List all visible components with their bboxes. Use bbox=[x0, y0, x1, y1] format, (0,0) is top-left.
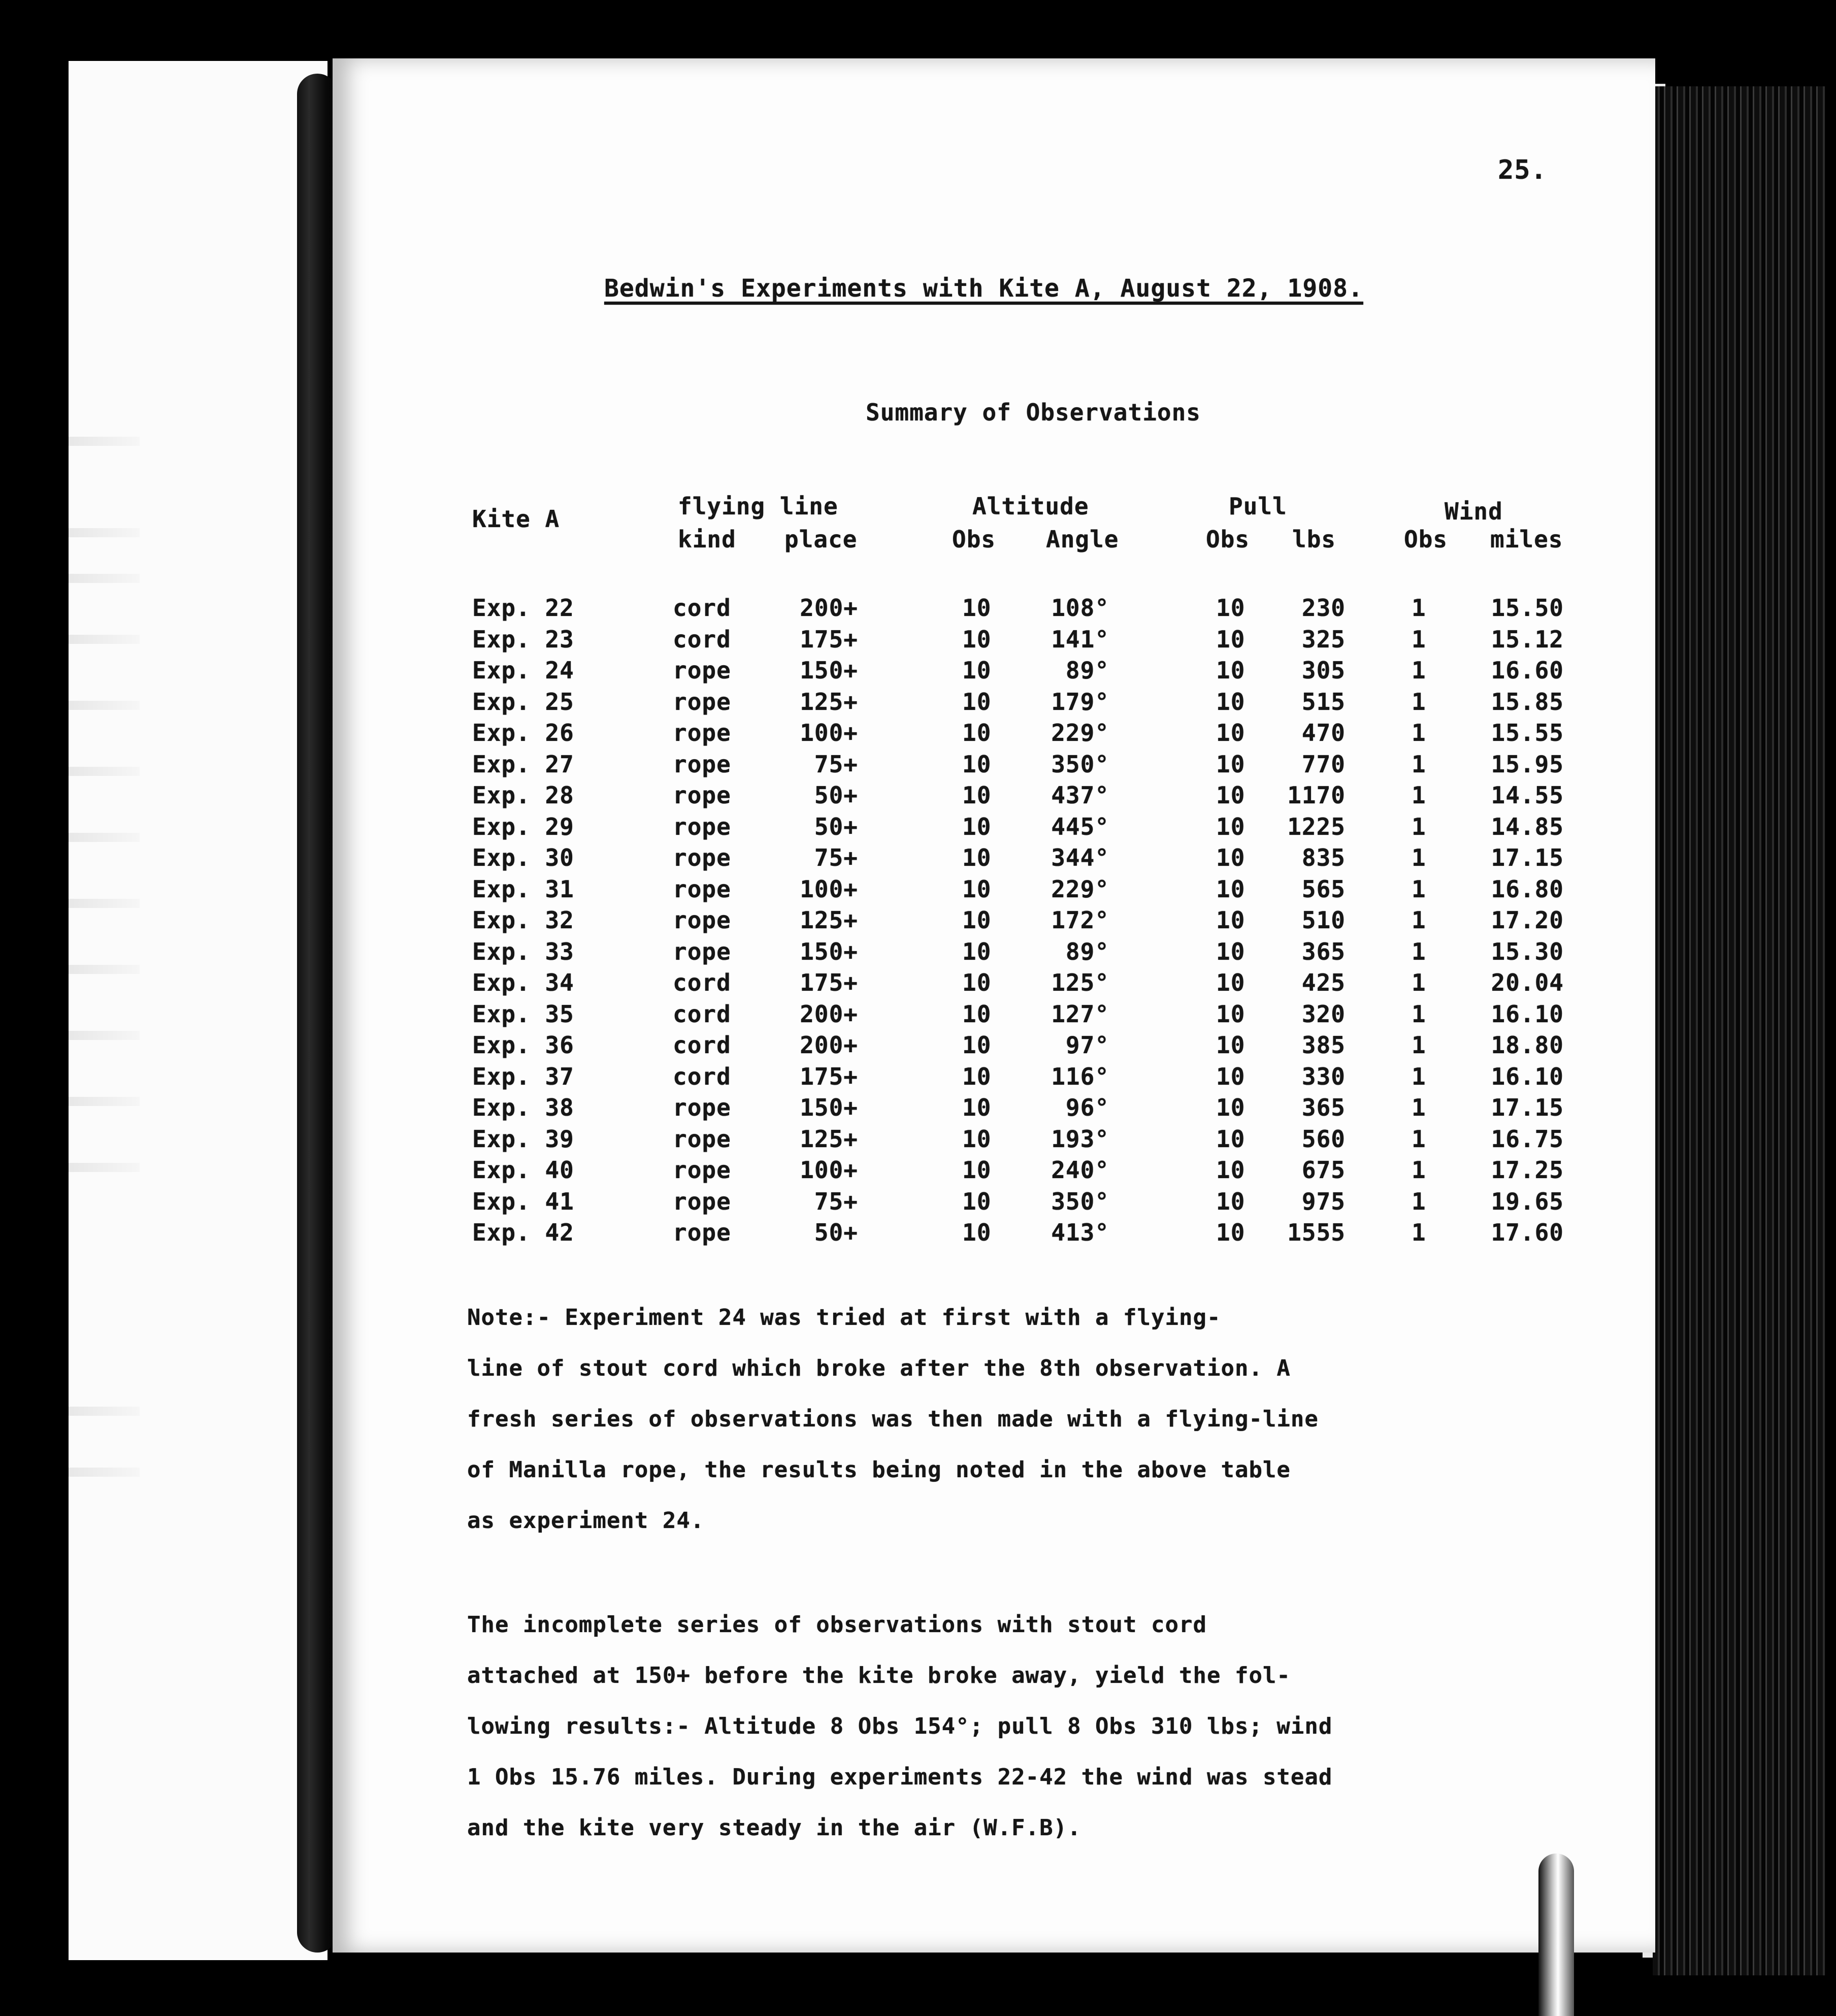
cell-lbs: 325 bbox=[1301, 625, 1346, 653]
cell-kind: rope bbox=[673, 1125, 731, 1153]
cell-kind: cord bbox=[673, 969, 731, 996]
cell-angle: 240° bbox=[1051, 1156, 1109, 1184]
cell-kind: rope bbox=[673, 719, 731, 746]
cell-wind-obs: 1 bbox=[1412, 625, 1426, 653]
paragraph-line: 1 Obs 15.76 miles. During experiments 22-42 the wind was stead bbox=[467, 1764, 1333, 1790]
cell-altitude-obs: 10 bbox=[962, 625, 992, 653]
cell-pull-obs: 10 bbox=[1216, 1000, 1245, 1028]
cell-miles: 17.15 bbox=[1491, 844, 1564, 871]
table-row bbox=[0, 657, 1836, 688]
cell-pull-obs: 10 bbox=[1216, 1125, 1245, 1153]
cell-wind-obs: 1 bbox=[1412, 594, 1426, 622]
cell-experiment: Exp. 25 bbox=[472, 688, 574, 716]
cell-pull-obs: 10 bbox=[1216, 1156, 1245, 1184]
cell-angle: 413° bbox=[1051, 1219, 1109, 1246]
cell-lbs: 230 bbox=[1301, 594, 1346, 622]
cell-kind: rope bbox=[673, 875, 731, 903]
cell-lbs: 675 bbox=[1301, 1156, 1346, 1184]
cell-experiment: Exp. 24 bbox=[472, 657, 574, 684]
cell-lbs: 330 bbox=[1301, 1062, 1346, 1090]
cell-experiment: Exp. 33 bbox=[472, 937, 574, 965]
cell-angle: 116° bbox=[1051, 1062, 1109, 1090]
cell-angle: 96° bbox=[1065, 1094, 1109, 1121]
cell-pull-obs: 10 bbox=[1216, 782, 1245, 809]
cell-wind-obs: 1 bbox=[1412, 812, 1426, 840]
cell-place: 175+ bbox=[800, 1062, 858, 1090]
cell-angle: 193° bbox=[1051, 1125, 1109, 1153]
cell-kind: rope bbox=[673, 657, 731, 684]
header-altitude: Altitude bbox=[972, 493, 1089, 520]
cell-experiment: Exp. 36 bbox=[472, 1031, 574, 1059]
table-row bbox=[0, 1156, 1836, 1187]
paragraph-line: lowing results:- Altitude 8 Obs 154°; pull 8 Obs 310 lbs; wind bbox=[467, 1713, 1333, 1739]
table-row bbox=[0, 844, 1836, 875]
cell-pull-obs: 10 bbox=[1216, 1219, 1245, 1246]
cell-kind: rope bbox=[673, 1156, 731, 1184]
cell-angle: 127° bbox=[1051, 1000, 1109, 1028]
cell-experiment: Exp. 38 bbox=[472, 1094, 574, 1121]
cell-lbs: 305 bbox=[1301, 657, 1346, 684]
cell-wind-obs: 1 bbox=[1412, 1062, 1426, 1090]
cell-wind-obs: 1 bbox=[1412, 657, 1426, 684]
cell-lbs: 1225 bbox=[1287, 812, 1346, 840]
cell-angle: 97° bbox=[1065, 1031, 1109, 1059]
table-row bbox=[0, 906, 1836, 937]
cell-wind-obs: 1 bbox=[1412, 875, 1426, 903]
cell-place: 200+ bbox=[800, 1000, 858, 1028]
table-row bbox=[0, 594, 1836, 625]
paragraph-line: line of stout cord which broke after the 8th observation. A bbox=[467, 1355, 1291, 1381]
cell-altitude-obs: 10 bbox=[962, 1156, 992, 1184]
cell-miles: 15.85 bbox=[1491, 688, 1564, 716]
cell-experiment: Exp. 27 bbox=[472, 750, 574, 778]
cell-place: 150+ bbox=[800, 1094, 858, 1121]
cell-kind: rope bbox=[673, 1219, 731, 1246]
cell-wind-obs: 1 bbox=[1412, 1156, 1426, 1184]
table-row bbox=[0, 1188, 1836, 1219]
cell-kind: rope bbox=[673, 937, 731, 965]
cell-wind-obs: 1 bbox=[1412, 969, 1426, 996]
table-row bbox=[0, 813, 1836, 844]
cell-angle: 89° bbox=[1065, 657, 1109, 684]
cell-altitude-obs: 10 bbox=[962, 782, 992, 809]
cell-lbs: 975 bbox=[1301, 1187, 1346, 1215]
bleed-through-mark bbox=[69, 1407, 140, 1416]
table-row bbox=[0, 938, 1836, 969]
table-row bbox=[0, 1125, 1836, 1156]
table-row bbox=[0, 688, 1836, 719]
cell-altitude-obs: 10 bbox=[962, 844, 992, 871]
cell-miles: 16.10 bbox=[1491, 1000, 1564, 1028]
cell-kind: rope bbox=[673, 906, 731, 934]
cell-experiment: Exp. 31 bbox=[472, 875, 574, 903]
table-row bbox=[0, 969, 1836, 1000]
header-flying-line: flying line bbox=[678, 493, 838, 520]
cell-angle: 172° bbox=[1051, 906, 1109, 934]
cell-miles: 19.65 bbox=[1491, 1187, 1564, 1215]
paragraph-line: fresh series of observations was then made with a flying-line bbox=[467, 1406, 1319, 1432]
cell-angle: 344° bbox=[1051, 844, 1109, 871]
cell-miles: 15.95 bbox=[1491, 750, 1564, 778]
cell-kind: cord bbox=[673, 594, 731, 622]
cell-wind-obs: 1 bbox=[1412, 782, 1426, 809]
cell-place: 50+ bbox=[814, 782, 858, 809]
cell-place: 200+ bbox=[800, 1031, 858, 1059]
cell-altitude-obs: 10 bbox=[962, 969, 992, 996]
bleed-through-mark bbox=[69, 528, 140, 537]
cell-pull-obs: 10 bbox=[1216, 969, 1245, 996]
cell-lbs: 1555 bbox=[1287, 1219, 1346, 1246]
header-kind: kind bbox=[678, 526, 736, 553]
document-title: Bedwin's Experiments with Kite A, August 22, 1908. bbox=[604, 274, 1363, 303]
cell-lbs: 835 bbox=[1301, 844, 1346, 871]
cell-miles: 14.85 bbox=[1491, 812, 1564, 840]
cell-pull-obs: 10 bbox=[1216, 1031, 1245, 1059]
bleed-through-mark bbox=[69, 1468, 140, 1477]
cell-place: 125+ bbox=[800, 1125, 858, 1153]
cell-place: 75+ bbox=[814, 750, 858, 778]
paragraph-line: as experiment 24. bbox=[467, 1508, 705, 1534]
cell-altitude-obs: 10 bbox=[962, 1187, 992, 1215]
cell-place: 100+ bbox=[800, 875, 858, 903]
cell-altitude-obs: 10 bbox=[962, 750, 992, 778]
table-row bbox=[0, 626, 1836, 657]
cell-angle: 350° bbox=[1051, 1187, 1109, 1215]
cell-kind: cord bbox=[673, 1062, 731, 1090]
cell-experiment: Exp. 30 bbox=[472, 844, 574, 871]
cell-wind-obs: 1 bbox=[1412, 719, 1426, 746]
cell-lbs: 1170 bbox=[1287, 782, 1346, 809]
cell-experiment: Exp. 37 bbox=[472, 1062, 574, 1090]
header-lbs: lbs bbox=[1292, 526, 1336, 553]
cell-kind: rope bbox=[673, 1094, 731, 1121]
cell-kind: rope bbox=[673, 688, 731, 716]
table-row bbox=[0, 1031, 1836, 1062]
cell-place: 50+ bbox=[814, 812, 858, 840]
header-pull: Pull bbox=[1229, 493, 1287, 520]
cell-angle: 141° bbox=[1051, 625, 1109, 653]
cell-lbs: 425 bbox=[1301, 969, 1346, 996]
cell-miles: 17.60 bbox=[1491, 1219, 1564, 1246]
paragraph-line: Note:- Experiment 24 was tried at first with a flying- bbox=[467, 1305, 1221, 1330]
cell-lbs: 560 bbox=[1301, 1125, 1346, 1153]
header-kite: Kite A bbox=[472, 505, 560, 533]
cell-kind: cord bbox=[673, 625, 731, 653]
cell-altitude-obs: 10 bbox=[962, 812, 992, 840]
bleed-through-mark bbox=[69, 574, 140, 583]
table-row bbox=[0, 782, 1836, 812]
cell-wind-obs: 1 bbox=[1412, 750, 1426, 778]
table-row bbox=[0, 1063, 1836, 1094]
cell-pull-obs: 10 bbox=[1216, 1187, 1245, 1215]
cell-place: 75+ bbox=[814, 1187, 858, 1215]
cell-wind-obs: 1 bbox=[1412, 688, 1426, 716]
cell-kind: rope bbox=[673, 812, 731, 840]
cell-pull-obs: 10 bbox=[1216, 875, 1245, 903]
cell-pull-obs: 10 bbox=[1216, 657, 1245, 684]
table-row bbox=[0, 1000, 1836, 1031]
table-row bbox=[0, 1219, 1836, 1250]
cell-pull-obs: 10 bbox=[1216, 688, 1245, 716]
cell-lbs: 510 bbox=[1301, 906, 1346, 934]
cell-miles: 15.55 bbox=[1491, 719, 1564, 746]
cell-place: 150+ bbox=[800, 937, 858, 965]
paragraph-line: attached at 150+ before the kite broke away, yield the fol- bbox=[467, 1663, 1291, 1688]
paragraph-line: and the kite very steady in the air (W.F.B). bbox=[467, 1815, 1081, 1841]
cell-altitude-obs: 10 bbox=[962, 875, 992, 903]
cell-miles: 16.75 bbox=[1491, 1125, 1564, 1153]
cell-kind: rope bbox=[673, 750, 731, 778]
cell-angle: 229° bbox=[1051, 875, 1109, 903]
cell-miles: 16.10 bbox=[1491, 1062, 1564, 1090]
cell-altitude-obs: 10 bbox=[962, 1094, 992, 1121]
table-subtitle: Summary of Observations bbox=[866, 399, 1201, 426]
cell-wind-obs: 1 bbox=[1412, 1187, 1426, 1215]
cell-wind-obs: 1 bbox=[1412, 1125, 1426, 1153]
cell-experiment: Exp. 32 bbox=[472, 906, 574, 934]
cell-wind-obs: 1 bbox=[1412, 844, 1426, 871]
table-row bbox=[0, 751, 1836, 782]
cell-angle: 89° bbox=[1065, 937, 1109, 965]
paragraph-line: The incomplete series of observations with stout cord bbox=[467, 1612, 1207, 1638]
cell-pull-obs: 10 bbox=[1216, 844, 1245, 871]
cell-wind-obs: 1 bbox=[1412, 1219, 1426, 1246]
cell-lbs: 565 bbox=[1301, 875, 1346, 903]
cell-pull-obs: 10 bbox=[1216, 1094, 1245, 1121]
cell-pull-obs: 10 bbox=[1216, 594, 1245, 622]
header-pull-obs: Obs bbox=[1206, 526, 1250, 553]
cell-altitude-obs: 10 bbox=[962, 1062, 992, 1090]
cell-experiment: Exp. 28 bbox=[472, 782, 574, 809]
cell-angle: 445° bbox=[1051, 812, 1109, 840]
pen-tip bbox=[1538, 1854, 1574, 2016]
cell-wind-obs: 1 bbox=[1412, 906, 1426, 934]
cell-miles: 15.30 bbox=[1491, 937, 1564, 965]
header-altitude-obs: Obs bbox=[952, 526, 996, 553]
cell-lbs: 365 bbox=[1301, 937, 1346, 965]
cell-place: 200+ bbox=[800, 594, 858, 622]
cell-angle: 179° bbox=[1051, 688, 1109, 716]
cell-kind: rope bbox=[673, 1187, 731, 1215]
cell-miles: 17.15 bbox=[1491, 1094, 1564, 1121]
cell-lbs: 385 bbox=[1301, 1031, 1346, 1059]
cell-miles: 14.55 bbox=[1491, 782, 1564, 809]
cell-altitude-obs: 10 bbox=[962, 1219, 992, 1246]
cell-place: 175+ bbox=[800, 625, 858, 653]
cell-pull-obs: 10 bbox=[1216, 719, 1245, 746]
cell-pull-obs: 10 bbox=[1216, 906, 1245, 934]
cell-altitude-obs: 10 bbox=[962, 937, 992, 965]
cell-wind-obs: 1 bbox=[1412, 1000, 1426, 1028]
cell-pull-obs: 10 bbox=[1216, 812, 1245, 840]
cell-angle: 437° bbox=[1051, 782, 1109, 809]
cell-altitude-obs: 10 bbox=[962, 1125, 992, 1153]
cell-experiment: Exp. 34 bbox=[472, 969, 574, 996]
cell-lbs: 515 bbox=[1301, 688, 1346, 716]
table-row bbox=[0, 719, 1836, 750]
cell-miles: 16.80 bbox=[1491, 875, 1564, 903]
cell-experiment: Exp. 41 bbox=[472, 1187, 574, 1215]
cell-altitude-obs: 10 bbox=[962, 594, 992, 622]
header-wind: Wind bbox=[1445, 498, 1503, 525]
cell-angle: 350° bbox=[1051, 750, 1109, 778]
table-row bbox=[0, 1094, 1836, 1125]
cell-lbs: 770 bbox=[1301, 750, 1346, 778]
cell-altitude-obs: 10 bbox=[962, 688, 992, 716]
cell-miles: 17.25 bbox=[1491, 1156, 1564, 1184]
cell-place: 100+ bbox=[800, 719, 858, 746]
cell-place: 50+ bbox=[814, 1219, 858, 1246]
cell-experiment: Exp. 22 bbox=[472, 594, 574, 622]
cell-lbs: 470 bbox=[1301, 719, 1346, 746]
cell-place: 125+ bbox=[800, 688, 858, 716]
cell-altitude-obs: 10 bbox=[962, 906, 992, 934]
cell-place: 125+ bbox=[800, 906, 858, 934]
bleed-through-mark bbox=[69, 437, 140, 446]
paragraph-line: of Manilla rope, the results being noted in the above table bbox=[467, 1457, 1291, 1483]
cell-experiment: Exp. 29 bbox=[472, 812, 574, 840]
cell-pull-obs: 10 bbox=[1216, 750, 1245, 778]
header-place: place bbox=[784, 526, 858, 553]
page-number: 25. bbox=[1498, 155, 1547, 185]
cell-experiment: Exp. 39 bbox=[472, 1125, 574, 1153]
cell-lbs: 320 bbox=[1301, 1000, 1346, 1028]
cell-angle: 125° bbox=[1051, 969, 1109, 996]
cell-place: 150+ bbox=[800, 657, 858, 684]
cell-miles: 15.50 bbox=[1491, 594, 1564, 622]
cell-altitude-obs: 10 bbox=[962, 719, 992, 746]
cell-altitude-obs: 10 bbox=[962, 1000, 992, 1028]
cell-miles: 18.80 bbox=[1491, 1031, 1564, 1059]
header-angle: Angle bbox=[1046, 526, 1119, 553]
header-wind-obs: Obs bbox=[1404, 526, 1448, 553]
cell-angle: 229° bbox=[1051, 719, 1109, 746]
cell-wind-obs: 1 bbox=[1412, 937, 1426, 965]
cell-miles: 20.04 bbox=[1491, 969, 1564, 996]
cell-experiment: Exp. 42 bbox=[472, 1219, 574, 1246]
cell-kind: rope bbox=[673, 782, 731, 809]
cell-pull-obs: 10 bbox=[1216, 937, 1245, 965]
cell-experiment: Exp. 35 bbox=[472, 1000, 574, 1028]
cell-place: 75+ bbox=[814, 844, 858, 871]
cell-place: 175+ bbox=[800, 969, 858, 996]
cell-kind: rope bbox=[673, 844, 731, 871]
cell-experiment: Exp. 23 bbox=[472, 625, 574, 653]
cell-kind: cord bbox=[673, 1000, 731, 1028]
cell-miles: 15.12 bbox=[1491, 625, 1564, 653]
cell-kind: cord bbox=[673, 1031, 731, 1059]
header-miles: miles bbox=[1490, 526, 1563, 553]
cell-altitude-obs: 10 bbox=[962, 657, 992, 684]
cell-altitude-obs: 10 bbox=[962, 1031, 992, 1059]
cell-miles: 16.60 bbox=[1491, 657, 1564, 684]
cell-miles: 17.20 bbox=[1491, 906, 1564, 934]
cell-pull-obs: 10 bbox=[1216, 1062, 1245, 1090]
cell-experiment: Exp. 40 bbox=[472, 1156, 574, 1184]
cell-pull-obs: 10 bbox=[1216, 625, 1245, 653]
cell-lbs: 365 bbox=[1301, 1094, 1346, 1121]
cell-experiment: Exp. 26 bbox=[472, 719, 574, 746]
cell-angle: 108° bbox=[1051, 594, 1109, 622]
table-row bbox=[0, 875, 1836, 906]
cell-wind-obs: 1 bbox=[1412, 1031, 1426, 1059]
cell-wind-obs: 1 bbox=[1412, 1094, 1426, 1121]
cell-place: 100+ bbox=[800, 1156, 858, 1184]
